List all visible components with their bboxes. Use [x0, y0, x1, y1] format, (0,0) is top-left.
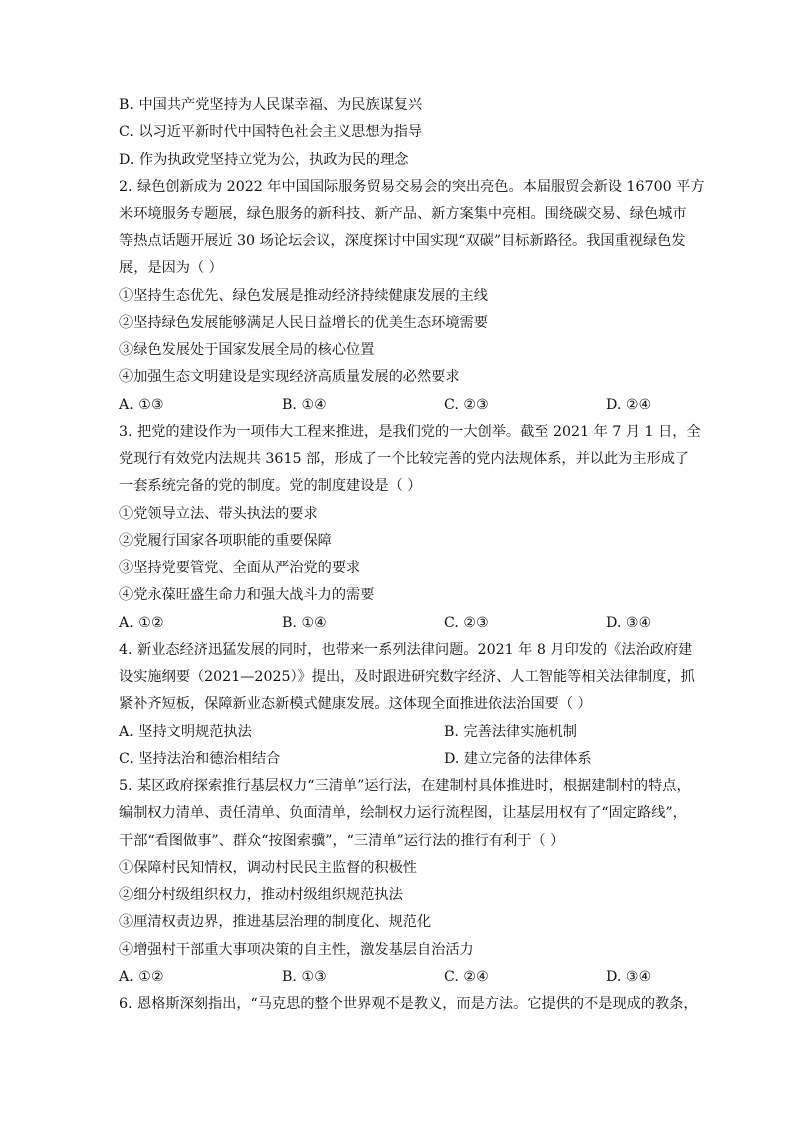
q3-item: ④党永葆旺盛生命力和强大战斗力的需要 [119, 587, 375, 603]
q2-option-b: B. ①④ [282, 397, 327, 413]
q2-stem-line: 米环境服务专题展，绿色服务的新科技、新产品、新方案集中亮相。围绕碳交易、绿色城市 [119, 206, 687, 222]
q5-stem-line: 干部“看图做事”、群众“按图索骥”，“三清单”运行法的推行有利于（ ） [119, 833, 565, 849]
q5-item: ①保障村民知情权，调动村民民主监督的积极性 [119, 860, 417, 876]
q3-option-c: C. ②③ [444, 615, 489, 631]
q2-option-d: D. ②④ [606, 397, 652, 413]
q5-option-c: C. ②④ [444, 969, 489, 985]
q3-stem-line: 3. 把党的建设作为一项伟大工程来推进，是我们党的一大创举。截至 2021 年 7 月 1 日，全 [119, 424, 701, 440]
q2-item: ③绿色发展处于国家发展全局的核心位置 [119, 342, 375, 358]
q3-item: ①党领导立法、带头执法的要求 [119, 506, 318, 522]
q3-item: ③坚持党要管党、全面从严治党的要求 [119, 560, 361, 576]
q2-option-c: C. ②③ [444, 397, 489, 413]
q5-stem-line: 编制权力清单、责任清单、负面清单，绘制权力运行流程图，让基层用权有了“固定路线”， [119, 805, 687, 821]
q5-option-b: B. ①③ [282, 969, 327, 985]
q2-option-a: A. ①③ [119, 397, 164, 413]
q3-option-a: A. ①② [119, 615, 164, 631]
q3-stem-line: 党现行有效党内法规共 3615 部，形成了一个比较完善的党内法规体系，并以此为主形成了 [119, 451, 690, 467]
q2-stem-line: 展，是因为（ ） [119, 260, 223, 276]
q5-stem-line: 5. 某区政府探索推行基层权力“三清单”运行法，在建制村具体推进时，根据建制村的特点， [119, 778, 691, 794]
q2-item: ①坚持生态优先、绿色发展是推动经济持续健康发展的主线 [119, 288, 488, 304]
q4-stem-line: 4. 新业态经济迅猛发展的同时，也带来一系列法律问题。2021 年 8 月印发的《法治政府建 [119, 642, 693, 658]
q5-item: ④增强村干部重大事项决策的自主性，激发基层自治活力 [119, 942, 474, 958]
q1-option-d: D. 作为执政党坚持立党为公，执政为民的理念 [119, 152, 409, 168]
q1-option-c: C. 以习近平新时代中国特色社会主义思想为指导 [119, 124, 423, 140]
q5-item: ②细分村级组织权力，推动村级组织规范执法 [119, 887, 403, 903]
q5-item: ③厘清权责边界，推进基层治理的制度化、规范化 [119, 914, 432, 930]
q5-option-d: D. ③④ [606, 969, 652, 985]
q6-stem-line: 6. 恩格斯深刻指出，“马克思的整个世界观不是教义，而是方法。它提供的不是现成的教条， [119, 996, 698, 1012]
q3-item: ②党履行国家各项职能的重要保障 [119, 533, 332, 549]
q4-option-c: C. 坚持法治和德治相结合 [119, 751, 281, 767]
q5-option-a: A. ①② [119, 969, 164, 985]
q2-stem-line: 2. 绿色创新成为 2022 年中国国际服务贸易交易会的突出亮色。本届服贸会新设 16700 平方 [119, 179, 705, 195]
q3-stem-line: 一套系统完备的党的制度。党的制度建设是（ ） [119, 478, 422, 494]
q4-option-b: B. 完善法律实施机制 [444, 724, 577, 740]
q4-option-d: D. 建立完备的法律体系 [444, 751, 592, 767]
q2-item: ②坚持绿色发展能够满足人民日益增长的优美生态环境需要 [119, 315, 488, 331]
q2-stem-line: 等热点话题开展近 30 场论坛会议，深度探讨中国实现“双碳”目标新路径。我国重视绿色发 [119, 233, 686, 249]
q3-option-d: D. ③④ [606, 615, 652, 631]
q1-option-b: B. 中国共产党坚持为人民谋幸福、为民族谋复兴 [119, 97, 423, 113]
q2-item: ④加强生态文明建设是实现经济高质量发展的必然要求 [119, 369, 460, 385]
q4-option-a: A. 坚持文明规范执法 [119, 724, 252, 740]
q4-stem-line: 紧补齐短板，保障新业态新模式健康发展。这体现全面推进依法治国要（ ） [119, 696, 592, 712]
q4-stem-line: 设实施纲要（2021—2025）》提出，及时跟进研究数字经济、人工智能等相关法律制度，抓 [119, 669, 695, 685]
q3-option-b: B. ①④ [282, 615, 327, 631]
